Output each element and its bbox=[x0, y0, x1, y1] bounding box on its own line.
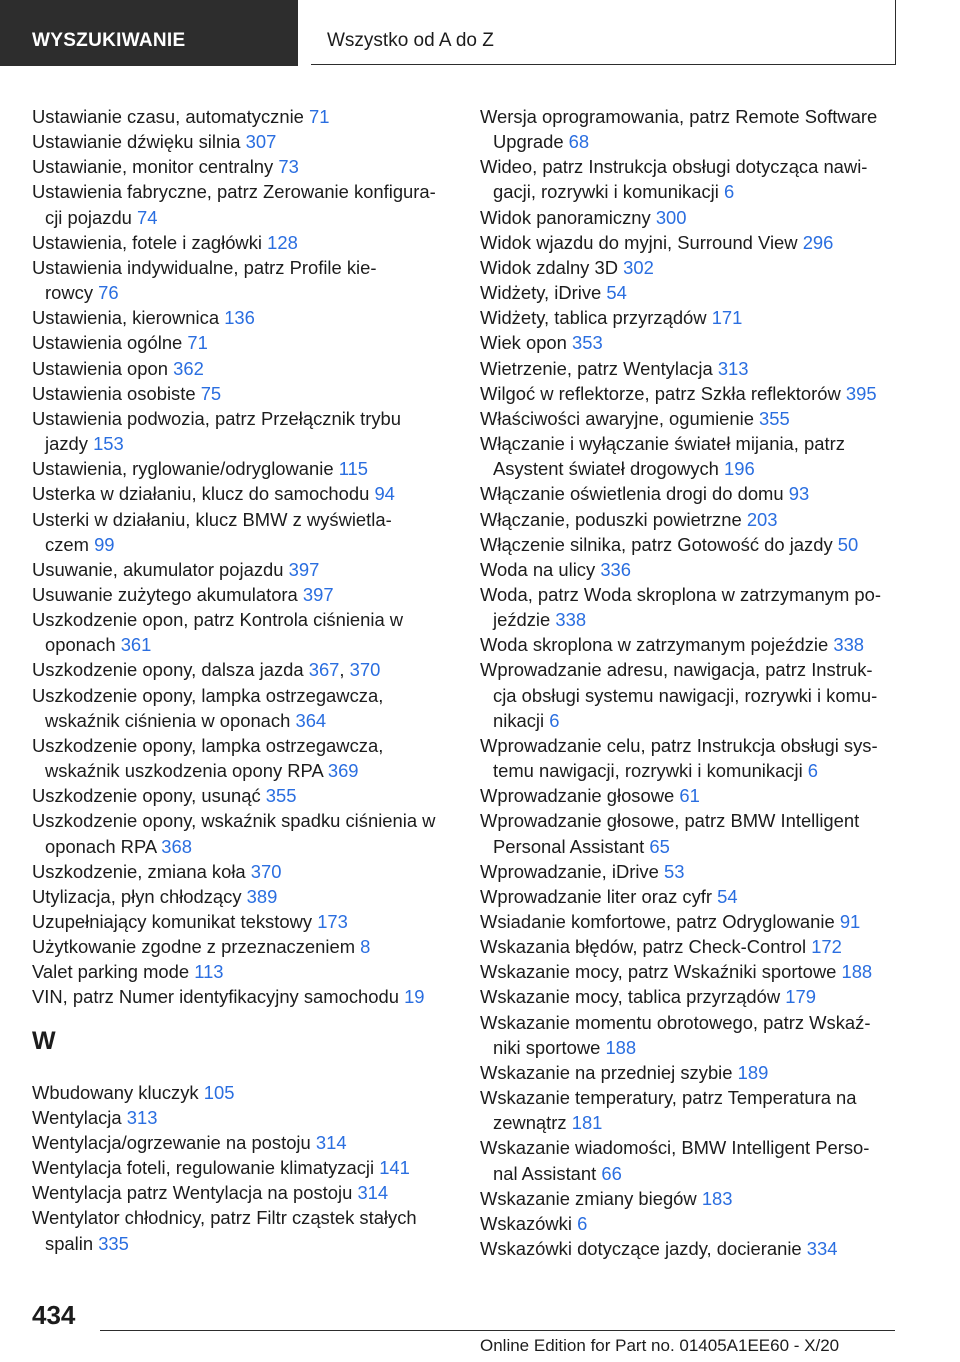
index-entry-text: Woda skroplona w zatrzymanym pojeździe bbox=[480, 634, 829, 656]
page-link[interactable]: 113 bbox=[194, 961, 224, 983]
page-link[interactable]: 353 bbox=[572, 332, 603, 354]
index-entry bbox=[480, 557, 925, 582]
index-entry-text: Valet parking mode bbox=[32, 961, 190, 983]
index-entry-text: zewnątrz bbox=[493, 1112, 567, 1134]
page-link[interactable]: 68 bbox=[568, 131, 590, 153]
index-entry bbox=[480, 808, 925, 858]
page-link[interactable]: 369 bbox=[327, 760, 359, 782]
index-entry bbox=[480, 230, 925, 255]
page-link[interactable]: 188 bbox=[605, 1036, 637, 1058]
page-link[interactable]: 61 bbox=[679, 785, 700, 807]
page-link[interactable]: 172 bbox=[811, 936, 842, 958]
page-link[interactable]: 179 bbox=[785, 986, 816, 1008]
index-entry-text: niki sportowe bbox=[493, 1036, 601, 1058]
index-entry-text: nikacji bbox=[493, 709, 545, 731]
page-link[interactable]: 136 bbox=[224, 307, 255, 329]
subsection-tab-label: Wszystko od A do Z bbox=[327, 30, 494, 51]
index-entry-text: Wprowadzanie adresu, nawigacja, patrz Instruk- bbox=[480, 659, 873, 681]
index-entry-text: Wentylator chłodnicy, patrz Filtr cząstek stałych bbox=[32, 1207, 417, 1229]
index-entry-text: Uszkodzenie opon, patrz Kontrola ciśnienia w bbox=[32, 609, 404, 631]
index-entry-text: Wiek opon bbox=[480, 332, 567, 354]
page-link[interactable]: 389 bbox=[246, 885, 278, 907]
index-entry bbox=[32, 909, 472, 934]
index-entry bbox=[480, 205, 925, 230]
page-link[interactable]: 313 bbox=[717, 357, 749, 379]
page-link[interactable]: 368 bbox=[161, 835, 192, 857]
index-entry bbox=[32, 1080, 472, 1105]
index-entry bbox=[480, 406, 925, 431]
index-entry bbox=[32, 959, 472, 984]
page-link[interactable]: 196 bbox=[724, 458, 755, 480]
index-entry bbox=[32, 154, 472, 179]
index-entry bbox=[32, 1205, 472, 1255]
page-link[interactable]: 367 bbox=[308, 659, 340, 681]
index-entry-text: Wskazówki bbox=[480, 1212, 572, 1234]
index-column-left bbox=[32, 104, 472, 1256]
index-entry-text: Usterki w działaniu, klucz BMW z wyświetla- bbox=[32, 508, 392, 530]
page-link[interactable]: 50 bbox=[837, 533, 859, 555]
index-entry bbox=[480, 657, 925, 732]
index-entry-text: Ustawianie czasu, automatycznie bbox=[32, 106, 304, 127]
index-entry-text: Wentylacja patrz Wentylacja na postoju bbox=[32, 1182, 353, 1204]
index-entry bbox=[32, 808, 472, 858]
index-entry-text: Utylizacja, płyn chłodzący bbox=[32, 885, 242, 907]
page-link[interactable]: 6 bbox=[577, 1212, 588, 1234]
index-entry bbox=[32, 330, 472, 355]
index-entry-text: Uszkodzenie opony, usunąć bbox=[32, 785, 261, 807]
index-entry-text: oponach RPA bbox=[45, 835, 157, 857]
index-entry-text: spalin bbox=[45, 1232, 94, 1254]
index-entry-text: Wersja oprogramowania, patrz Remote Software bbox=[480, 106, 878, 127]
page-link[interactable]: 173 bbox=[317, 911, 348, 932]
index-entry-text: Wskazanie zmiany biegów bbox=[480, 1187, 697, 1209]
page-number: 434 bbox=[32, 1300, 76, 1330]
index-entry-text: Wsiadanie komfortowe, patrz Odryglowanie bbox=[480, 911, 835, 932]
index-entry-text: wskaźnik ciśnienia w oponach bbox=[45, 709, 291, 731]
index-entry bbox=[480, 582, 925, 632]
index-entry: Uszkodzenie opony, dalsza jazda 367, 370 bbox=[32, 659, 381, 681]
index-entry-text: Usuwanie zużytego akumulatora bbox=[32, 583, 298, 605]
index-entry-text: gacji, rozrywki i komunikacji bbox=[493, 181, 719, 203]
index-entry-text: Wskazanie wiadomości, BMW Intelligent Perso- bbox=[480, 1137, 870, 1159]
index-entry bbox=[32, 255, 472, 305]
index-entry-text: Wskazanie temperatury, patrz Temperatura na bbox=[480, 1087, 857, 1109]
index-entry bbox=[480, 934, 925, 959]
page-link[interactable]: 128 bbox=[267, 231, 298, 253]
index-entry-text: Wskazanie mocy, tablica przyrządów bbox=[480, 986, 781, 1008]
index-entry bbox=[480, 330, 925, 355]
page-link[interactable]: 203 bbox=[746, 508, 778, 530]
page-link[interactable]: 314 bbox=[357, 1182, 389, 1204]
index-entry-text: Wentylacja foteli, regulowanie klimatyzacji bbox=[32, 1157, 375, 1179]
page-link[interactable]: 93 bbox=[788, 483, 810, 505]
page-link[interactable]: 141 bbox=[379, 1157, 410, 1179]
index-entry bbox=[32, 305, 472, 330]
index-entry-text: Wprowadzanie głosowe, patrz BMW Intelligent bbox=[480, 810, 860, 832]
page-link[interactable]: 54 bbox=[717, 885, 738, 907]
index-entry-text: Ustawienia ogólne bbox=[32, 332, 183, 354]
index-entry bbox=[480, 859, 925, 884]
index-entry bbox=[32, 984, 472, 1009]
page-link[interactable]: 171 bbox=[711, 307, 743, 329]
page-link[interactable]: 183 bbox=[701, 1187, 733, 1209]
index-entry-text: Wskazanie na przedniej szybie bbox=[480, 1061, 733, 1083]
index-entry bbox=[480, 959, 925, 984]
index-entry-text: nal Assistant bbox=[493, 1162, 597, 1184]
index-entry-text: cja obsługi systemu nawigacji, rozrywki i komu- bbox=[493, 684, 878, 706]
index-entry bbox=[32, 104, 472, 129]
index-entry bbox=[480, 255, 925, 280]
index-entry-text: Uszkodzenie opony, dalsza jazda bbox=[32, 659, 304, 681]
page-link[interactable]: 313 bbox=[126, 1106, 158, 1128]
page-link[interactable]: 54 bbox=[606, 282, 627, 304]
index-entry-text: Asystent świateł drogowych bbox=[493, 458, 719, 480]
index-entry-text: Personal Assistant bbox=[493, 835, 645, 857]
index-entry-text: Ustawienia, kierownica bbox=[32, 307, 220, 329]
index-entry bbox=[32, 456, 472, 481]
index-entry-text: Wprowadzanie, iDrive bbox=[480, 860, 659, 882]
index-entry bbox=[480, 1186, 925, 1211]
page-link[interactable]: 99 bbox=[94, 533, 115, 555]
index-entry-text: Właściwości awaryjne, ogumienie bbox=[480, 407, 754, 429]
page-link[interactable]: 71 bbox=[309, 106, 330, 127]
index-entry bbox=[480, 280, 925, 305]
index-entry bbox=[32, 1130, 472, 1155]
index-entry-text: Woda na ulicy bbox=[480, 558, 596, 580]
index-entry bbox=[32, 733, 472, 783]
page-link[interactable]: 335 bbox=[98, 1232, 129, 1254]
index-entry bbox=[480, 481, 925, 506]
page-link[interactable]: 105 bbox=[203, 1081, 235, 1103]
index-entry bbox=[32, 1180, 472, 1205]
page-link[interactable]: 181 bbox=[571, 1112, 603, 1134]
index-entry bbox=[480, 305, 925, 330]
index-entry bbox=[32, 381, 472, 406]
index-entry bbox=[32, 406, 472, 456]
index-entry-text: Ustawienia fabryczne, patrz Zerowanie konfigura- bbox=[32, 181, 436, 203]
index-entry-text: czem bbox=[45, 533, 89, 555]
index-entry-text: Widżety, tablica przyrządów bbox=[480, 307, 707, 329]
index-entry-text: Wskazówki dotyczące jazdy, docieranie bbox=[480, 1238, 802, 1260]
index-entry-text: Włączenie silnika, patrz Gotowość do jazdy bbox=[480, 533, 833, 555]
index-entry bbox=[480, 104, 925, 154]
index-entry bbox=[480, 154, 925, 204]
page-link[interactable]: 8 bbox=[360, 936, 371, 958]
index-entry-text: Ustawienia opon bbox=[32, 357, 168, 379]
page-link[interactable]: 6 bbox=[807, 760, 819, 782]
index-entry-text: jeździe bbox=[493, 609, 551, 631]
index-entry-text: cji pojazdu bbox=[45, 206, 132, 228]
page-link[interactable]: 19 bbox=[404, 986, 425, 1008]
index-entry-text: Wietrzenie, patrz Wentylacja bbox=[480, 357, 713, 379]
index-entry bbox=[480, 909, 925, 934]
index-entry-text: rowcy bbox=[45, 282, 94, 304]
index-entry bbox=[32, 683, 472, 733]
page-link[interactable]: 115 bbox=[338, 458, 369, 480]
index-entry bbox=[32, 1155, 472, 1180]
index-entry bbox=[32, 884, 472, 909]
section-tab[interactable] bbox=[0, 0, 298, 66]
index-group-w bbox=[32, 1080, 472, 1256]
page-link[interactable]: 66 bbox=[601, 1162, 622, 1184]
page-link[interactable]: 364 bbox=[295, 709, 327, 731]
index-entry-text: Uszkodzenie opony, wskaźnik spadku ciśnienia w bbox=[32, 810, 436, 832]
index-entry-text: Wideo, patrz Instrukcja obsługi dotycząca nawi- bbox=[480, 156, 868, 178]
page-link[interactable]: 71 bbox=[187, 332, 208, 354]
index-entry-text: oponach bbox=[45, 634, 116, 656]
subsection-tab[interactable] bbox=[311, 0, 896, 65]
index-entry-text: Wentylacja/ogrzewanie na postoju bbox=[32, 1131, 311, 1153]
index-entry bbox=[480, 884, 925, 909]
index-entry bbox=[32, 582, 472, 607]
page-link[interactable]: 74 bbox=[137, 206, 158, 228]
index-entry bbox=[480, 532, 925, 557]
index-entry-text: VIN, patrz Numer identyfikacyjny samochodu bbox=[32, 986, 399, 1008]
index-entry-text: Ustawienia indywidualne, patrz Profile kie- bbox=[32, 256, 377, 278]
index-column-right bbox=[480, 104, 925, 1261]
index-entry-text: Wskazania błędów, patrz Check-Control bbox=[480, 936, 807, 958]
index-entry-text: Wprowadzanie głosowe bbox=[480, 785, 675, 807]
index-entry-text: Uszkodzenie, zmiana koła bbox=[32, 860, 246, 882]
page-link[interactable]: 338 bbox=[555, 609, 587, 631]
index-group-w-continued bbox=[480, 104, 925, 1261]
index-entry-text: jazdy bbox=[45, 433, 88, 455]
page-link[interactable]: 355 bbox=[265, 785, 297, 807]
page-link[interactable]: 395 bbox=[845, 382, 877, 404]
index-entry-text: Wilgoć w reflektorze, patrz Szkła reflektorów bbox=[480, 382, 841, 404]
index-entry-text: Ustawienia, ryglowanie/odryglowanie bbox=[32, 458, 334, 480]
page-link[interactable]: 296 bbox=[802, 231, 834, 253]
index-entry bbox=[32, 507, 472, 557]
page-link[interactable]: 370 bbox=[250, 860, 282, 882]
page-link[interactable]: 53 bbox=[664, 860, 685, 882]
index-entry-text: Widok panoramiczny bbox=[480, 206, 651, 228]
page-link[interactable]: 300 bbox=[655, 206, 687, 228]
index-entry bbox=[480, 632, 925, 657]
index-entry bbox=[32, 230, 472, 255]
page-link[interactable]: 91 bbox=[839, 911, 861, 932]
index-entry-text: wskaźnik uszkodzenia opony RPA bbox=[45, 760, 323, 782]
page-header bbox=[0, 0, 960, 66]
page-link[interactable]: 334 bbox=[806, 1238, 838, 1260]
index-entry-text: Widok wjazdu do myjni, Surround View bbox=[480, 231, 798, 253]
page-link[interactable]: 397 bbox=[288, 558, 320, 580]
index-entry bbox=[480, 381, 925, 406]
index-entry-text: Wentylacja bbox=[32, 1106, 122, 1128]
index-entry-text: Uzupełniający komunikat tekstowy bbox=[32, 911, 313, 932]
index-entry bbox=[480, 1236, 925, 1261]
index-entry-text: Wprowadzanie liter oraz cyfr bbox=[480, 885, 713, 907]
index-entry bbox=[480, 733, 925, 783]
page-link[interactable]: 65 bbox=[649, 835, 670, 857]
page-link[interactable]: 76 bbox=[98, 282, 119, 304]
index-entry-text: Upgrade bbox=[493, 131, 564, 153]
index-entry bbox=[32, 129, 472, 154]
index-entry-text: Ustawianie, monitor centralny bbox=[32, 156, 274, 178]
page-link[interactable]: 153 bbox=[93, 433, 124, 455]
index-entry bbox=[480, 431, 925, 481]
page-link[interactable]: 314 bbox=[315, 1131, 347, 1153]
index-entry-text: Usuwanie, akumulator pojazdu bbox=[32, 558, 284, 580]
index-entry bbox=[480, 1010, 925, 1060]
page-link[interactable]: 73 bbox=[278, 156, 299, 178]
page-link[interactable]: 336 bbox=[600, 558, 631, 580]
index-entry-text: Użytkowanie zgodne z przeznaczeniem bbox=[32, 936, 356, 958]
index-entry-text: Ustawienia, fotele i zagłówki bbox=[32, 231, 262, 253]
page-link[interactable]: 189 bbox=[737, 1061, 769, 1083]
page-link[interactable]: 362 bbox=[173, 357, 204, 379]
edition-text: Online Edition for Part no. 01405A1EE60 - X/20 bbox=[480, 1336, 840, 1355]
index-entry bbox=[32, 481, 472, 506]
index-entry-text: Wbudowany kluczyk bbox=[32, 1081, 199, 1103]
index-entry bbox=[32, 783, 472, 808]
section-letter: W bbox=[32, 1026, 56, 1055]
index-entry bbox=[480, 356, 925, 381]
index-entry-text: temu nawigacji, rozrywki i komunikacji bbox=[493, 760, 803, 782]
index-entry bbox=[32, 557, 472, 582]
index-entry-text: Wprowadzanie celu, patrz Instrukcja obsługi sys- bbox=[480, 734, 878, 756]
index-entry bbox=[480, 984, 925, 1009]
page-link[interactable]: 188 bbox=[841, 961, 873, 983]
index-entry bbox=[32, 607, 472, 657]
index-entry-text: Ustawienia podwozia, patrz Przełącznik trybu bbox=[32, 407, 401, 429]
index-entry bbox=[480, 1211, 925, 1236]
index-entry bbox=[32, 934, 472, 959]
index-entry-text: Woda, patrz Woda skroplona w zatrzymanym po- bbox=[480, 583, 882, 605]
index-entry bbox=[480, 1085, 925, 1135]
section-tab-label: WYSZUKIWANIE bbox=[32, 30, 186, 51]
page-link[interactable]: 302 bbox=[623, 256, 654, 278]
index-entry-text: Wskazanie momentu obrotowego, patrz Wskaź- bbox=[480, 1011, 871, 1033]
footer-divider bbox=[100, 1330, 895, 1331]
page-link[interactable]: 397 bbox=[302, 583, 334, 605]
index-entry-text: Ustawienia osobiste bbox=[32, 382, 196, 404]
index-entry-text: Włączanie i wyłączanie świateł mijania, patrz bbox=[480, 433, 845, 455]
page-link[interactable]: 355 bbox=[759, 407, 790, 429]
index-entry bbox=[32, 1105, 472, 1130]
index-entry-text: Włączanie oświetlenia drogi do domu bbox=[480, 483, 784, 505]
index-entry-text: Ustawianie dźwięku silnia bbox=[32, 131, 241, 153]
index-entry-text: Uszkodzenie opony, lampka ostrzegawcza, bbox=[32, 734, 384, 756]
page-link[interactable]: 370 bbox=[349, 659, 381, 681]
index-entry-text: Widok zdalny 3D bbox=[480, 256, 618, 278]
page-link[interactable]: 75 bbox=[200, 382, 222, 404]
index-entry-text: Widżety, iDrive bbox=[480, 282, 602, 304]
index-entry bbox=[480, 783, 925, 808]
index-entry bbox=[480, 1060, 925, 1085]
index-entry bbox=[32, 356, 472, 381]
page-link[interactable]: 94 bbox=[374, 483, 395, 505]
index-entry-text: Usterka w działaniu, klucz do samochodu bbox=[32, 483, 370, 505]
index-entry-text: Wskazanie mocy, patrz Wskaźniki sportowe bbox=[480, 961, 837, 983]
index-entry-text: Uszkodzenie opony, lampka ostrzegawcza, bbox=[32, 684, 384, 706]
page-link[interactable]: 361 bbox=[120, 634, 152, 656]
index-group-u bbox=[32, 104, 472, 1010]
index-entry bbox=[32, 859, 472, 884]
page-link[interactable]: 307 bbox=[245, 131, 277, 153]
index-entry bbox=[480, 1135, 925, 1185]
index-entry-text: Włączanie, poduszki powietrzne bbox=[480, 508, 742, 530]
page-link[interactable]: 6 bbox=[549, 709, 560, 731]
page-link[interactable]: 338 bbox=[833, 634, 865, 656]
index-entry bbox=[32, 179, 472, 229]
index-entry bbox=[480, 507, 925, 532]
page-link[interactable]: 6 bbox=[723, 181, 735, 203]
